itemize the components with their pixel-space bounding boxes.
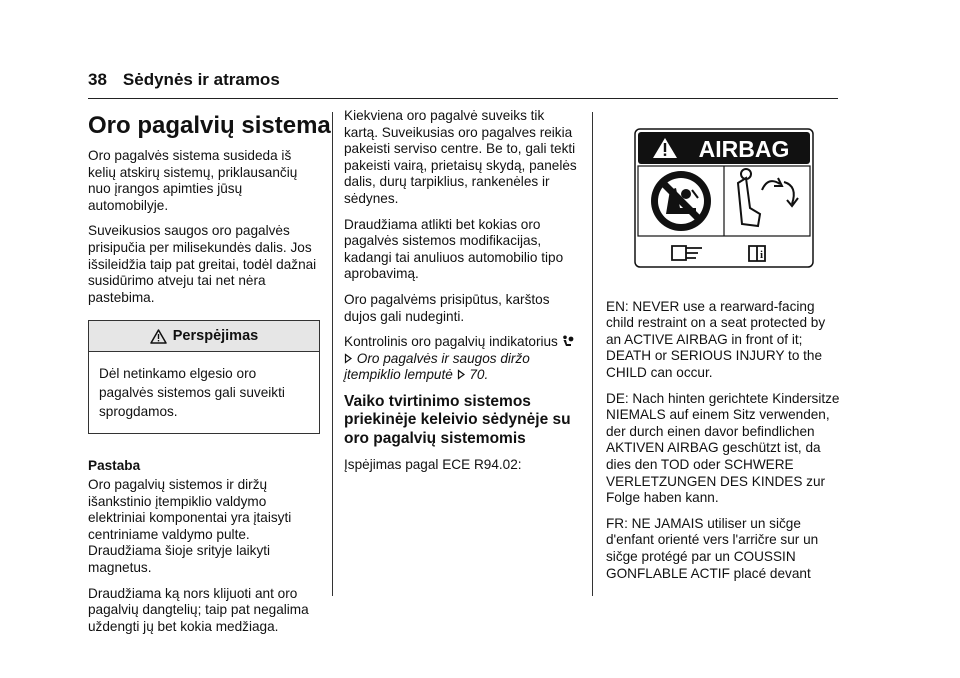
- child-seat-subheading: Vaiko tvirtinimo sistemos priekinėje keleivio sėdynėje su oro pagalvių sistemomis: [344, 392, 571, 447]
- page-header: [88, 70, 838, 100]
- header-rule: [88, 98, 838, 99]
- column-divider-1: [332, 112, 333, 596]
- deployment-paragraph: Suveikusios saugos oro pagalvės prisipučia per milisekundės dalis. Jos išsileidžia taip pat greitai, todėl dažnai susidūrimo atveju tai net nėra pastebima.: [88, 223, 317, 305]
- note-title: Pastaba: [88, 458, 141, 474]
- french-warning: FR: NE JAMAIS utiliser un sičge d'enfant orienté vers l'arričre sur un sičge protégé par un COUSSIN GONFLABLE ACTIF placé devant: [606, 515, 819, 581]
- page-ref-icon: [457, 369, 466, 380]
- column-1: [88, 108, 331, 644]
- page-title: Oro pagalvių sistema: [88, 112, 331, 139]
- no-rear-facing-child-seat-icon: [651, 171, 711, 231]
- warning-title: Perspėjimas: [172, 328, 259, 345]
- indicator-paragraph: [344, 334, 580, 384]
- english-warning: EN: NEVER use a rearward-facing child restraint on a seat protected by an ACTIVE AIRBAG in front of it; DEATH or SERIOUS INJURY to the CHILD can occur.: [606, 298, 826, 380]
- note-paragraph-1: Oro pagalvių sistemos ir diržų išankstinio įtempiklio valdymo elektriniai komponentai yra įtaisyti centriniame valdymo pulte. Draudžiama šioje srityje laikyti magnetus.: [88, 476, 292, 575]
- hot-gas-paragraph: Oro pagalvėms prisipūtus, karštos dujos gali nudeginti.: [344, 291, 550, 324]
- warning-text: Dėl netinkamo elgesio oro pagalvės sistemos gali suveikti sprogdamos.: [99, 366, 285, 420]
- warning-triangle-icon: [150, 329, 167, 344]
- ece-paragraph: Įspėjimas pagal ECE R94.02:: [344, 457, 522, 473]
- page-ref-icon: [344, 353, 353, 364]
- column-divider-2: [592, 112, 593, 596]
- modification-paragraph: Draudžiama atlikti bet kokias oro pagalvės sistemos modifikacijas, kadangi tai anuliuos automobilio tipo aprobavimą.: [344, 216, 564, 282]
- svg-text:i: i: [760, 249, 764, 261]
- header-text: [88, 70, 280, 90]
- indicator-page: 70.: [469, 367, 489, 383]
- page-number: 38: [88, 70, 107, 89]
- indicator-lead: Kontrolinis oro pagalvių indikatorius: [344, 334, 558, 350]
- warning-header: [89, 321, 319, 352]
- airbag-indicator-icon: [562, 335, 574, 348]
- indicator-ref: Oro pagalvės ir saugos diržo įtempiklio lemputė: [344, 350, 530, 383]
- single-use-paragraph: Kiekviena oro pagalvė suveiks tik kartą. Suveikusias oro pagalves reikia pakeisti serviso centre. Be to, gali tekti pakeisti vairą, prietaisų skydą, panelės dalis, durų tarpiklius, rankenėles ir sėdynes.: [344, 108, 577, 206]
- german-warning: DE: Nach hinten gerichtete Kindersitze NIEMALS auf einem Sitz verwenden, der durch einen davor befindlichen AKTIVEN AIRBAG geschützt ist, da dies den TOD oder SCHWERE VERLETZUNGEN DES KINDES zur Folge haben kann.: [606, 390, 840, 506]
- airbag-label-title: AIRBAG: [698, 136, 790, 162]
- intro-paragraph: Oro pagalvės sistema susideda iš kelių atskirų sistemų, priklausančių nuo įrangos apimties jūsų automobilyje.: [88, 148, 298, 213]
- note-paragraph-2: Draudžiama ką nors klijuoti ant oro pagalvių dangtelių; taip pat negalima uždengti jų bet kokia medžiaga.: [88, 585, 309, 634]
- column-2: [344, 108, 580, 483]
- section-title: Sėdynės ir atramos: [122, 70, 280, 89]
- airbag-warning-label: [634, 128, 814, 268]
- warning-box: [88, 320, 320, 434]
- column-3: [606, 108, 842, 591]
